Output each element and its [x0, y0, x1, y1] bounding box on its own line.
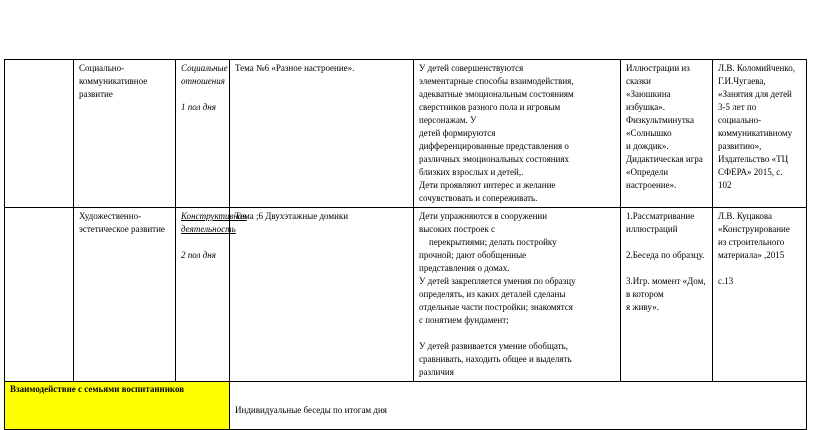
goals-line: У детей закрепляется умения по образцу [419, 276, 576, 286]
time-of-day: 2 пол дня [181, 250, 216, 260]
literature-cell [713, 208, 807, 382]
literature-line: с.13 [718, 276, 734, 286]
daily-plan-table [4, 59, 807, 430]
family-text-cell [230, 382, 807, 430]
topic-text: Тема №6 «Разное настроение». [235, 63, 355, 73]
literature-line: коммуникативному [718, 128, 793, 138]
methods-line: 2.Беседа по образцу. [626, 250, 705, 260]
methods-line: и дождик». Дидактическая игра [626, 141, 703, 164]
goals-line: сочувствовать и сопереживать. [419, 193, 538, 203]
literature-cell [713, 60, 807, 208]
table-row [5, 208, 807, 382]
goals-line: с понятием фундамент; [419, 315, 509, 325]
table-row [5, 60, 807, 208]
methods-cell [621, 208, 713, 382]
empty-cell [5, 60, 74, 208]
literature-line: Г.И.Чугаева, [718, 76, 766, 86]
area-cell [74, 208, 176, 382]
topic-cell [230, 208, 414, 382]
methods-line: «Определи настроение». [626, 167, 677, 190]
methods-line: 1.Рассматривание иллюстраций [626, 211, 695, 234]
goals-line: определять, из каких деталей сделаны [419, 289, 566, 299]
goals-line: перекрытиями; делать постройку [429, 237, 557, 247]
activity-text: Социальные отношения [181, 63, 228, 86]
literature-line: материала» ,2015 [718, 250, 785, 260]
family-heading: Взаимодействие с семьями воспитанников [10, 384, 185, 394]
methods-line: я живу». [626, 302, 659, 312]
goals-line: прочной; дают обобщенные [419, 250, 527, 260]
area-text: Социально-коммуникативное развитие [79, 63, 148, 99]
goals-line: представления о домах. [419, 263, 510, 273]
methods-line: Физкультминутка «Солнышко [626, 115, 695, 138]
topic-text: Тема ;6 Двухэтажные домики [235, 211, 349, 221]
methods-line: 3.Игр. момент «Дом, в котором [626, 276, 706, 299]
methods-line: «Заюшкина избушка». [626, 89, 671, 112]
topic-cell [230, 60, 414, 208]
goals-line: Дети упражняются в сооружении [419, 211, 548, 221]
goals-cell [414, 60, 621, 208]
time-of-day: 1 пол дня [181, 102, 216, 112]
goals-line: дифференцированные представления о [419, 141, 569, 151]
literature-line: «Занятия для детей [718, 89, 792, 99]
activity-cell [176, 208, 247, 382]
methods-cell [621, 60, 713, 208]
empty-cell [5, 208, 74, 382]
literature-line: «Конструирование [718, 224, 790, 234]
table-row [5, 382, 807, 430]
literature-line: Л.В. Куцакова [718, 211, 773, 221]
literature-line: Л.В. Коломийченко, [718, 63, 795, 73]
goals-line: детей формируются [419, 128, 496, 138]
literature-line: из строительного [718, 237, 785, 247]
area-cell [74, 60, 176, 208]
activity-text: Конструктивная деятельность [181, 211, 247, 234]
goals-line: сверстников разного пола и игровым [419, 102, 561, 112]
goals-cell [414, 208, 621, 382]
goals-line: У детей совершенствуются [419, 63, 524, 73]
literature-line: социально- [718, 115, 762, 125]
goals-line: различных эмоциональных состояниях [419, 154, 569, 164]
goals-line: близких взрослых и детей,. [419, 167, 524, 177]
literature-line: СФЕРА» 2015, с. [718, 167, 783, 177]
methods-line: Иллюстрации из сказки [626, 63, 690, 86]
goals-line: персонажам. У [419, 115, 477, 125]
area-text: Художественно-эстетическое развитие [79, 211, 165, 234]
goals-line: сравнивать, находить общее и выделять [419, 354, 572, 364]
goals-line: высоких построек с [419, 224, 496, 234]
goals-line: Дети проявляют интерес и желание [419, 180, 556, 190]
literature-line: 3-5 лет по [718, 102, 757, 112]
goals-line: элементарные способы взаимодействия, [419, 76, 574, 86]
activity-cell [176, 60, 230, 208]
family-heading-cell [5, 382, 230, 430]
goals-line: различия [419, 367, 454, 377]
literature-line: 102 [718, 180, 732, 190]
goals-line: У детей развивается умение обобщать, [419, 341, 568, 351]
goals-line: адекватные эмоциональным состояниям [419, 89, 574, 99]
family-text: Индивидуальные беседы по итогам дня [235, 405, 387, 415]
literature-line: Издательство «ТЦ [718, 154, 789, 164]
literature-line: развитию», [718, 141, 762, 151]
goals-line: отдельные части постройки; знакомятся [419, 302, 573, 312]
